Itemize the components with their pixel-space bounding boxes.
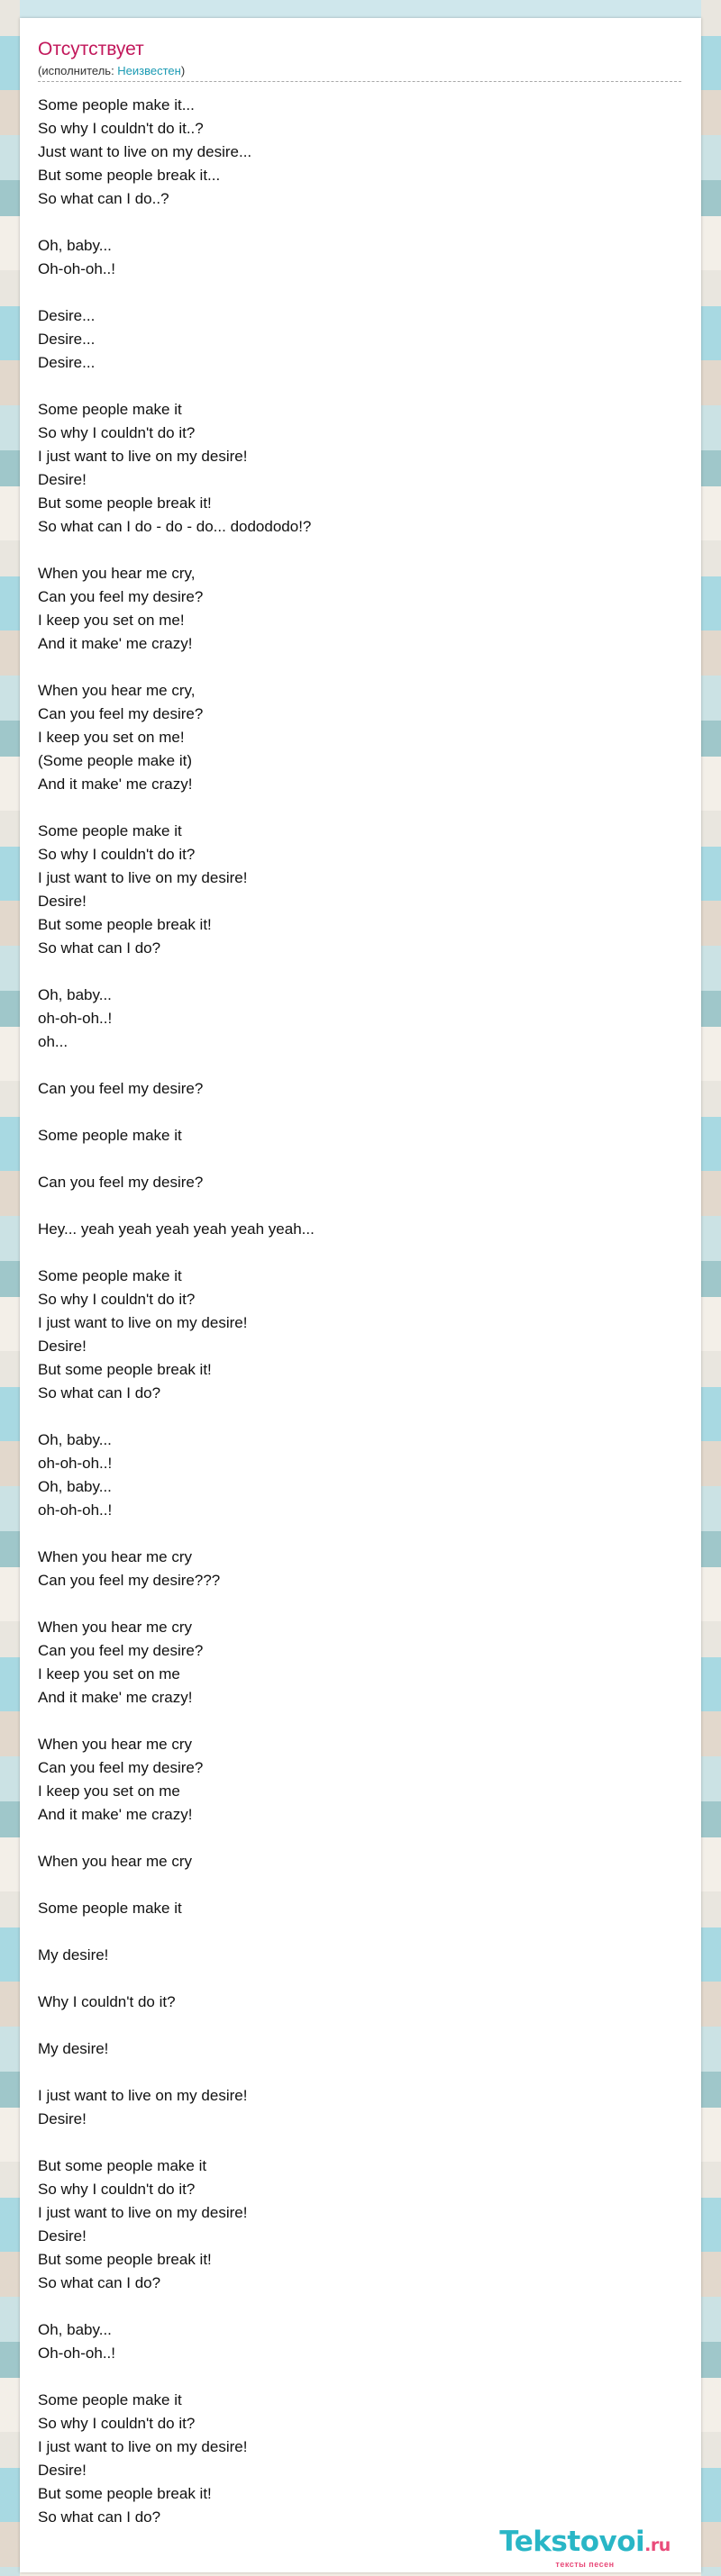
lyric-blank-line bbox=[38, 375, 669, 398]
lyric-line: oh... bbox=[38, 1033, 68, 1050]
lyric-blank-line bbox=[38, 2061, 669, 2084]
artist-line bbox=[38, 64, 185, 78]
lyric-line: I just want to live on my desire! bbox=[38, 869, 248, 886]
site-logo[interactable] bbox=[490, 2527, 680, 2569]
lyric-line: Oh, baby... bbox=[38, 1431, 112, 1448]
background-stripe-right bbox=[701, 0, 721, 2576]
lyric-line: And it make' me crazy! bbox=[38, 1806, 193, 1823]
lyric-line: I just want to live on my desire! bbox=[38, 2204, 248, 2221]
lyric-line: Desire! bbox=[38, 471, 87, 488]
lyrics-card bbox=[20, 18, 701, 2572]
lyric-blank-line bbox=[38, 2014, 669, 2037]
lyric-line: Some people make it bbox=[38, 2391, 182, 2408]
lyric-line: Can you feel my desire? bbox=[38, 1080, 204, 1097]
lyric-line: So why I couldn't do it? bbox=[38, 424, 196, 441]
lyric-line: Desire! bbox=[38, 1338, 87, 1355]
lyric-line: I just want to live on my desire! bbox=[38, 448, 248, 465]
lyric-line: So what can I do - do - do... dodododo!? bbox=[38, 518, 312, 535]
lyric-blank-line bbox=[38, 1522, 669, 1546]
lyric-line: Oh, baby... bbox=[38, 1478, 112, 1495]
lyric-line: So what can I do? bbox=[38, 939, 161, 957]
lyric-line: Can you feel my desire? bbox=[38, 588, 204, 605]
lyric-line: When you hear me cry, bbox=[38, 682, 196, 699]
background-stripe-left bbox=[0, 0, 20, 2576]
lyric-line: Can you feel my desire??? bbox=[38, 1572, 221, 1589]
lyric-line: Oh, baby... bbox=[38, 237, 112, 254]
lyrics-text bbox=[38, 94, 669, 2529]
lyric-blank-line bbox=[38, 1241, 669, 1265]
logo-tagline: тексты песен bbox=[555, 2560, 615, 2569]
lyric-line: Hey... yeah yeah yeah yeah yeah yeah... bbox=[38, 1220, 315, 1238]
lyric-blank-line bbox=[38, 1405, 669, 1429]
lyric-line: Can you feel my desire? bbox=[38, 1759, 204, 1776]
header-divider bbox=[38, 81, 681, 82]
lyric-line: So why I couldn't do it? bbox=[38, 2181, 196, 2198]
lyric-line: Desire! bbox=[38, 2227, 87, 2245]
lyric-line: When you hear me cry bbox=[38, 1853, 193, 1870]
lyric-line: So what can I do? bbox=[38, 2508, 161, 2526]
lyric-line: Some people make it bbox=[38, 401, 182, 418]
lyric-line: My desire! bbox=[38, 2040, 109, 2057]
lyric-line: I just want to live on my desire! bbox=[38, 1314, 248, 1331]
lyric-line: I just want to live on my desire! bbox=[38, 2087, 248, 2104]
lyric-line: (Some people make it) bbox=[38, 752, 193, 769]
lyric-line: But some people break it! bbox=[38, 2251, 212, 2268]
lyric-line: And it make' me crazy! bbox=[38, 635, 193, 652]
lyric-line: Oh-oh-oh..! bbox=[38, 2345, 115, 2362]
lyric-blank-line bbox=[38, 2295, 669, 2318]
lyric-line: I keep you set on me! bbox=[38, 612, 185, 629]
lyric-blank-line bbox=[38, 656, 669, 679]
lyric-line: But some people break it! bbox=[38, 2485, 212, 2502]
lyric-blank-line bbox=[38, 1920, 669, 1944]
lyric-line: So what can I do..? bbox=[38, 190, 169, 207]
lyric-blank-line bbox=[38, 1101, 669, 1124]
lyric-line: I keep you set on me bbox=[38, 1665, 180, 1683]
lyric-line: But some people break it! bbox=[38, 494, 212, 512]
lyric-blank-line bbox=[38, 1054, 669, 1077]
lyric-line: Oh, baby... bbox=[38, 2321, 112, 2338]
lyric-line: Oh-oh-oh..! bbox=[38, 260, 115, 277]
lyric-line: And it make' me crazy! bbox=[38, 776, 193, 793]
lyric-line: Desire... bbox=[38, 354, 96, 371]
lyric-line: But some people break it... bbox=[38, 167, 221, 184]
lyric-line: So why I couldn't do it? bbox=[38, 2415, 196, 2432]
lyric-line: And it make' me crazy! bbox=[38, 1689, 193, 1706]
lyric-blank-line bbox=[38, 1967, 669, 1991]
lyric-line: So why I couldn't do it..? bbox=[38, 120, 204, 137]
lyric-line: So what can I do? bbox=[38, 1384, 161, 1401]
lyric-line: But some people break it! bbox=[38, 916, 212, 933]
lyric-line: Some people make it bbox=[38, 1127, 182, 1144]
lyric-line: Oh, baby... bbox=[38, 986, 112, 1003]
lyric-line: Just want to live on my desire... bbox=[38, 143, 252, 160]
lyric-line: I just want to live on my desire! bbox=[38, 2438, 248, 2455]
lyric-line: My desire! bbox=[38, 1946, 109, 1964]
lyric-line: oh-oh-oh..! bbox=[38, 1010, 113, 1027]
lyric-line: Some people make it bbox=[38, 1900, 182, 1917]
lyric-line: Desire! bbox=[38, 2462, 87, 2479]
lyric-line: Some people make it bbox=[38, 1267, 182, 1284]
lyric-line: When you hear me cry, bbox=[38, 565, 196, 582]
lyric-line: So what can I do? bbox=[38, 2274, 161, 2291]
lyric-line: When you hear me cry bbox=[38, 1548, 193, 1565]
lyric-blank-line bbox=[38, 211, 669, 234]
lyric-blank-line bbox=[38, 1710, 669, 1733]
lyric-blank-line bbox=[38, 960, 669, 984]
artist-link[interactable]: Неизвестен bbox=[117, 64, 181, 77]
logo-tld: .ru bbox=[644, 2535, 671, 2555]
lyric-line: So why I couldn't do it? bbox=[38, 1291, 196, 1308]
lyric-line: I keep you set on me bbox=[38, 1782, 180, 1800]
lyric-blank-line bbox=[38, 1194, 669, 1218]
logo-name: Tekstovoi bbox=[499, 2526, 645, 2558]
lyric-line: Some people make it bbox=[38, 822, 182, 839]
lyric-line: Desire! bbox=[38, 893, 87, 910]
lyric-line: So why I couldn't do it? bbox=[38, 846, 196, 863]
lyric-blank-line bbox=[38, 1873, 669, 1897]
lyric-line: When you hear me cry bbox=[38, 1619, 193, 1636]
lyric-line: But some people break it! bbox=[38, 1361, 212, 1378]
lyric-blank-line bbox=[38, 1592, 669, 1616]
lyric-line: When you hear me cry bbox=[38, 1736, 193, 1753]
lyric-line: Desire... bbox=[38, 331, 96, 348]
lyric-line: Can you feel my desire? bbox=[38, 1174, 204, 1191]
artist-prefix: (исполнитель: bbox=[38, 64, 118, 77]
lyric-blank-line bbox=[38, 2131, 669, 2154]
lyric-blank-line bbox=[38, 1827, 669, 1850]
lyric-blank-line bbox=[38, 1147, 669, 1171]
lyric-line: Some people make it... bbox=[38, 96, 195, 113]
lyric-line: Desire... bbox=[38, 307, 96, 324]
lyric-line: Desire! bbox=[38, 2110, 87, 2127]
song-title: Отсутствует bbox=[38, 39, 144, 59]
lyric-line: oh-oh-oh..! bbox=[38, 1455, 113, 1472]
lyric-blank-line bbox=[38, 2365, 669, 2389]
lyric-blank-line bbox=[38, 796, 669, 820]
lyric-line: I keep you set on me! bbox=[38, 729, 185, 746]
lyric-line: But some people make it bbox=[38, 2157, 207, 2174]
lyric-line: Why I couldn't do it? bbox=[38, 1993, 176, 2010]
lyric-blank-line bbox=[38, 281, 669, 304]
lyric-blank-line bbox=[38, 539, 669, 562]
artist-suffix: ) bbox=[180, 64, 186, 77]
lyric-line: oh-oh-oh..! bbox=[38, 1501, 113, 1519]
lyric-line: Can you feel my desire? bbox=[38, 705, 204, 722]
logo-wordmark bbox=[490, 2527, 680, 2560]
lyric-line: Can you feel my desire? bbox=[38, 1642, 204, 1659]
